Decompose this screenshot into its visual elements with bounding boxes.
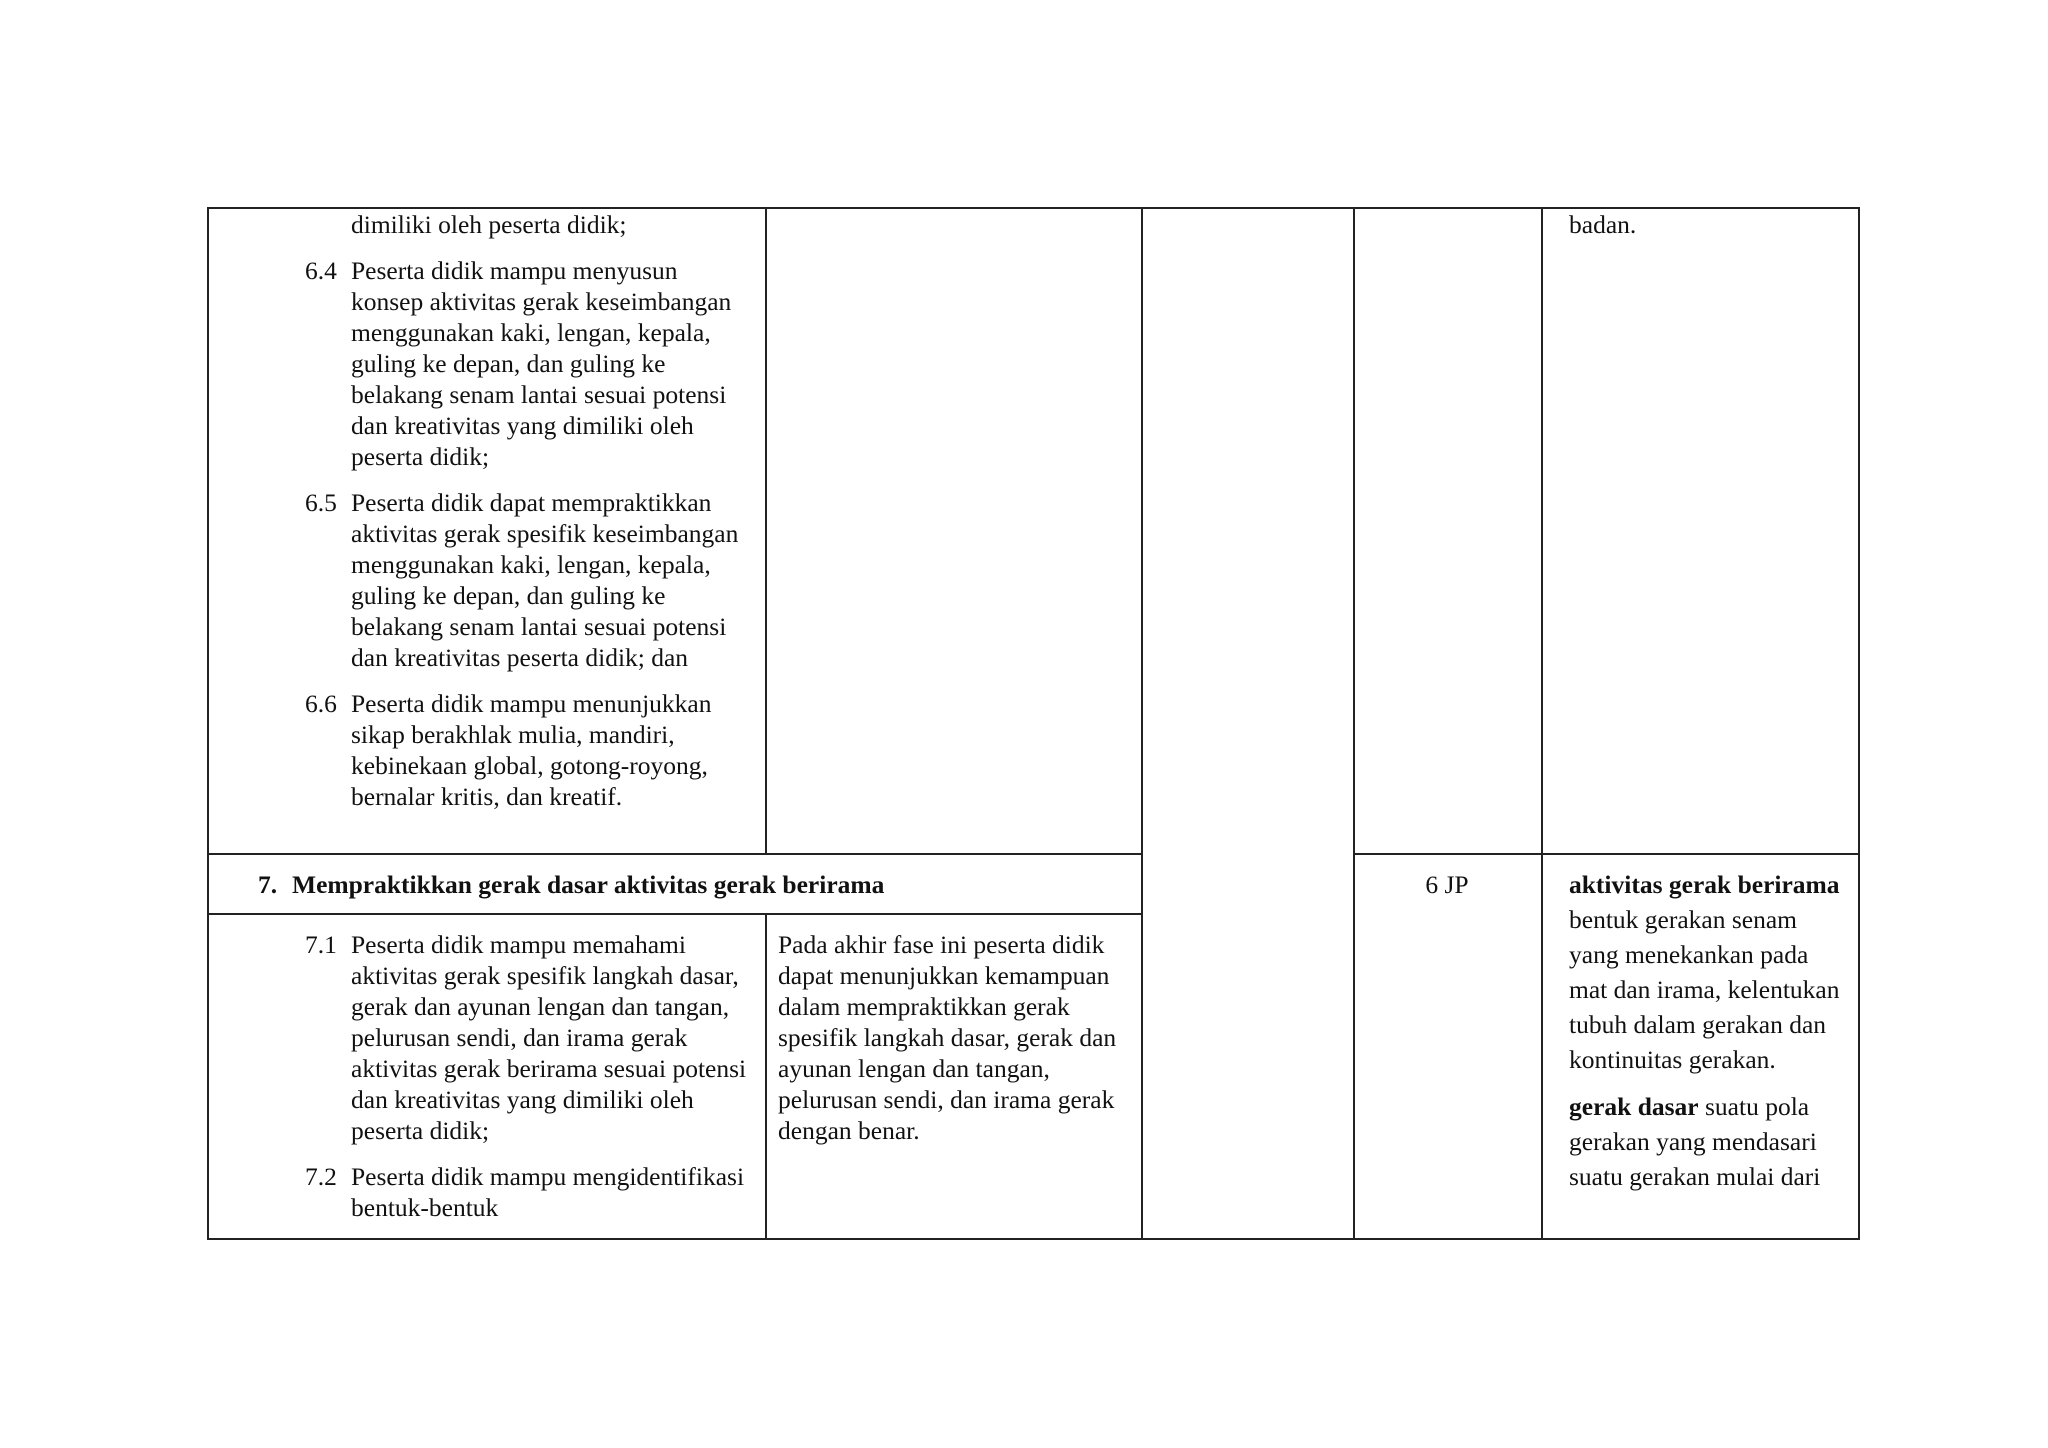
section-7-heading bbox=[258, 869, 1138, 900]
objective-6-6 bbox=[305, 688, 755, 812]
objective-text: Peserta didik dapat mempraktikkan aktivitas gerak spesifik keseimbangan menggunakan kaki, lengan, kepala, guling ke depan, dan guling ke belakang senam lantai sesuai potensi dan kreativitas peserta didik; dan bbox=[351, 488, 739, 672]
glossary-term: gerak dasar bbox=[1569, 1092, 1699, 1121]
section-7-duration bbox=[1355, 869, 1539, 900]
section7-glossary-cell bbox=[1569, 867, 1851, 1206]
section-title: Mempraktikkan gerak dasar aktivitas gerak berirama bbox=[292, 870, 885, 899]
objective-number: 6.6 bbox=[305, 689, 337, 718]
objective-text: Peserta didik mampu memahami aktivitas gerak spesifik langkah dasar, gerak dan ayunan lengan dan tangan, pelurusan sendi, dan irama gerak aktivitas gerak berirama sesuai potensi dan kreativitas yang dimiliki oleh peserta didik; bbox=[351, 930, 747, 1145]
achievement-text: Pada akhir fase ini peserta didik dapat menunjukkan kemampuan dalam mempraktikkan gerak spesifik langkah dasar, gerak dan ayunan lengan dan tangan, pelurusan sendi, dan irama gerak dengan benar. bbox=[778, 930, 1117, 1145]
objective-number: 7.1 bbox=[305, 930, 337, 959]
table-border-bottom bbox=[207, 1238, 1860, 1240]
row-divider-section7-top-right bbox=[1353, 853, 1860, 855]
objective-number: 7.2 bbox=[305, 1162, 337, 1191]
duration-value: 6 JP bbox=[1425, 870, 1469, 899]
glossary-entry bbox=[1569, 867, 1851, 1077]
objective-number: 6.5 bbox=[305, 488, 337, 517]
section-number: 7. bbox=[258, 870, 278, 899]
table-border-left bbox=[207, 207, 209, 1240]
glossary-definition: suatu pola gerakan yang mendasari suatu gerakan mulai dari bbox=[1569, 1092, 1821, 1191]
row1-glossary-cell bbox=[1569, 209, 1844, 240]
objective-7-2 bbox=[305, 1161, 755, 1223]
section7-achievement-cell bbox=[778, 929, 1133, 1146]
objective-number: 6.4 bbox=[305, 256, 337, 285]
section7-objectives-cell bbox=[305, 929, 755, 1238]
objective-text: Peserta didik mampu mengidentifikasi bentuk-bentuk bbox=[351, 1162, 745, 1222]
table-border-right bbox=[1858, 207, 1860, 1240]
column-divider-1-lower bbox=[765, 914, 767, 1239]
objective-text: Peserta didik mampu menunjukkan sikap berakhlak mulia, mandiri, kebinekaan global, gotong-royong, bernalar kritis, dan kreatif. bbox=[351, 689, 712, 811]
column-divider-4 bbox=[1541, 207, 1543, 1240]
column-divider-2 bbox=[1141, 207, 1143, 1240]
objective-6-5 bbox=[305, 487, 755, 673]
glossary-term: aktivitas gerak berirama bbox=[1569, 870, 1840, 899]
row1-objectives-cell bbox=[305, 209, 755, 827]
objective-text: Peserta didik mampu menyusun konsep aktivitas gerak keseimbangan menggunakan kaki, lengan, kepala, guling ke depan, dan guling ke belakang senam lantai sesuai potensi dan kreativitas yang dimiliki oleh peserta didik; bbox=[351, 256, 732, 471]
continued-text: dimiliki oleh peserta didik; bbox=[351, 210, 627, 239]
row-divider-section7-heading bbox=[207, 913, 1143, 915]
glossary-entry bbox=[1569, 1089, 1851, 1194]
glossary-continued-text: badan. bbox=[1569, 210, 1637, 239]
row-divider-section7-top-left bbox=[207, 853, 1143, 855]
column-divider-1 bbox=[765, 207, 767, 855]
objective-7-1 bbox=[305, 929, 755, 1146]
column-divider-3 bbox=[1353, 207, 1355, 1240]
glossary-definition: bentuk gerakan senam yang menekankan pada mat dan irama, kelentukan tubuh dalam gerakan dan kontinuitas gerakan. bbox=[1569, 905, 1840, 1074]
objective-6-4 bbox=[305, 255, 755, 472]
